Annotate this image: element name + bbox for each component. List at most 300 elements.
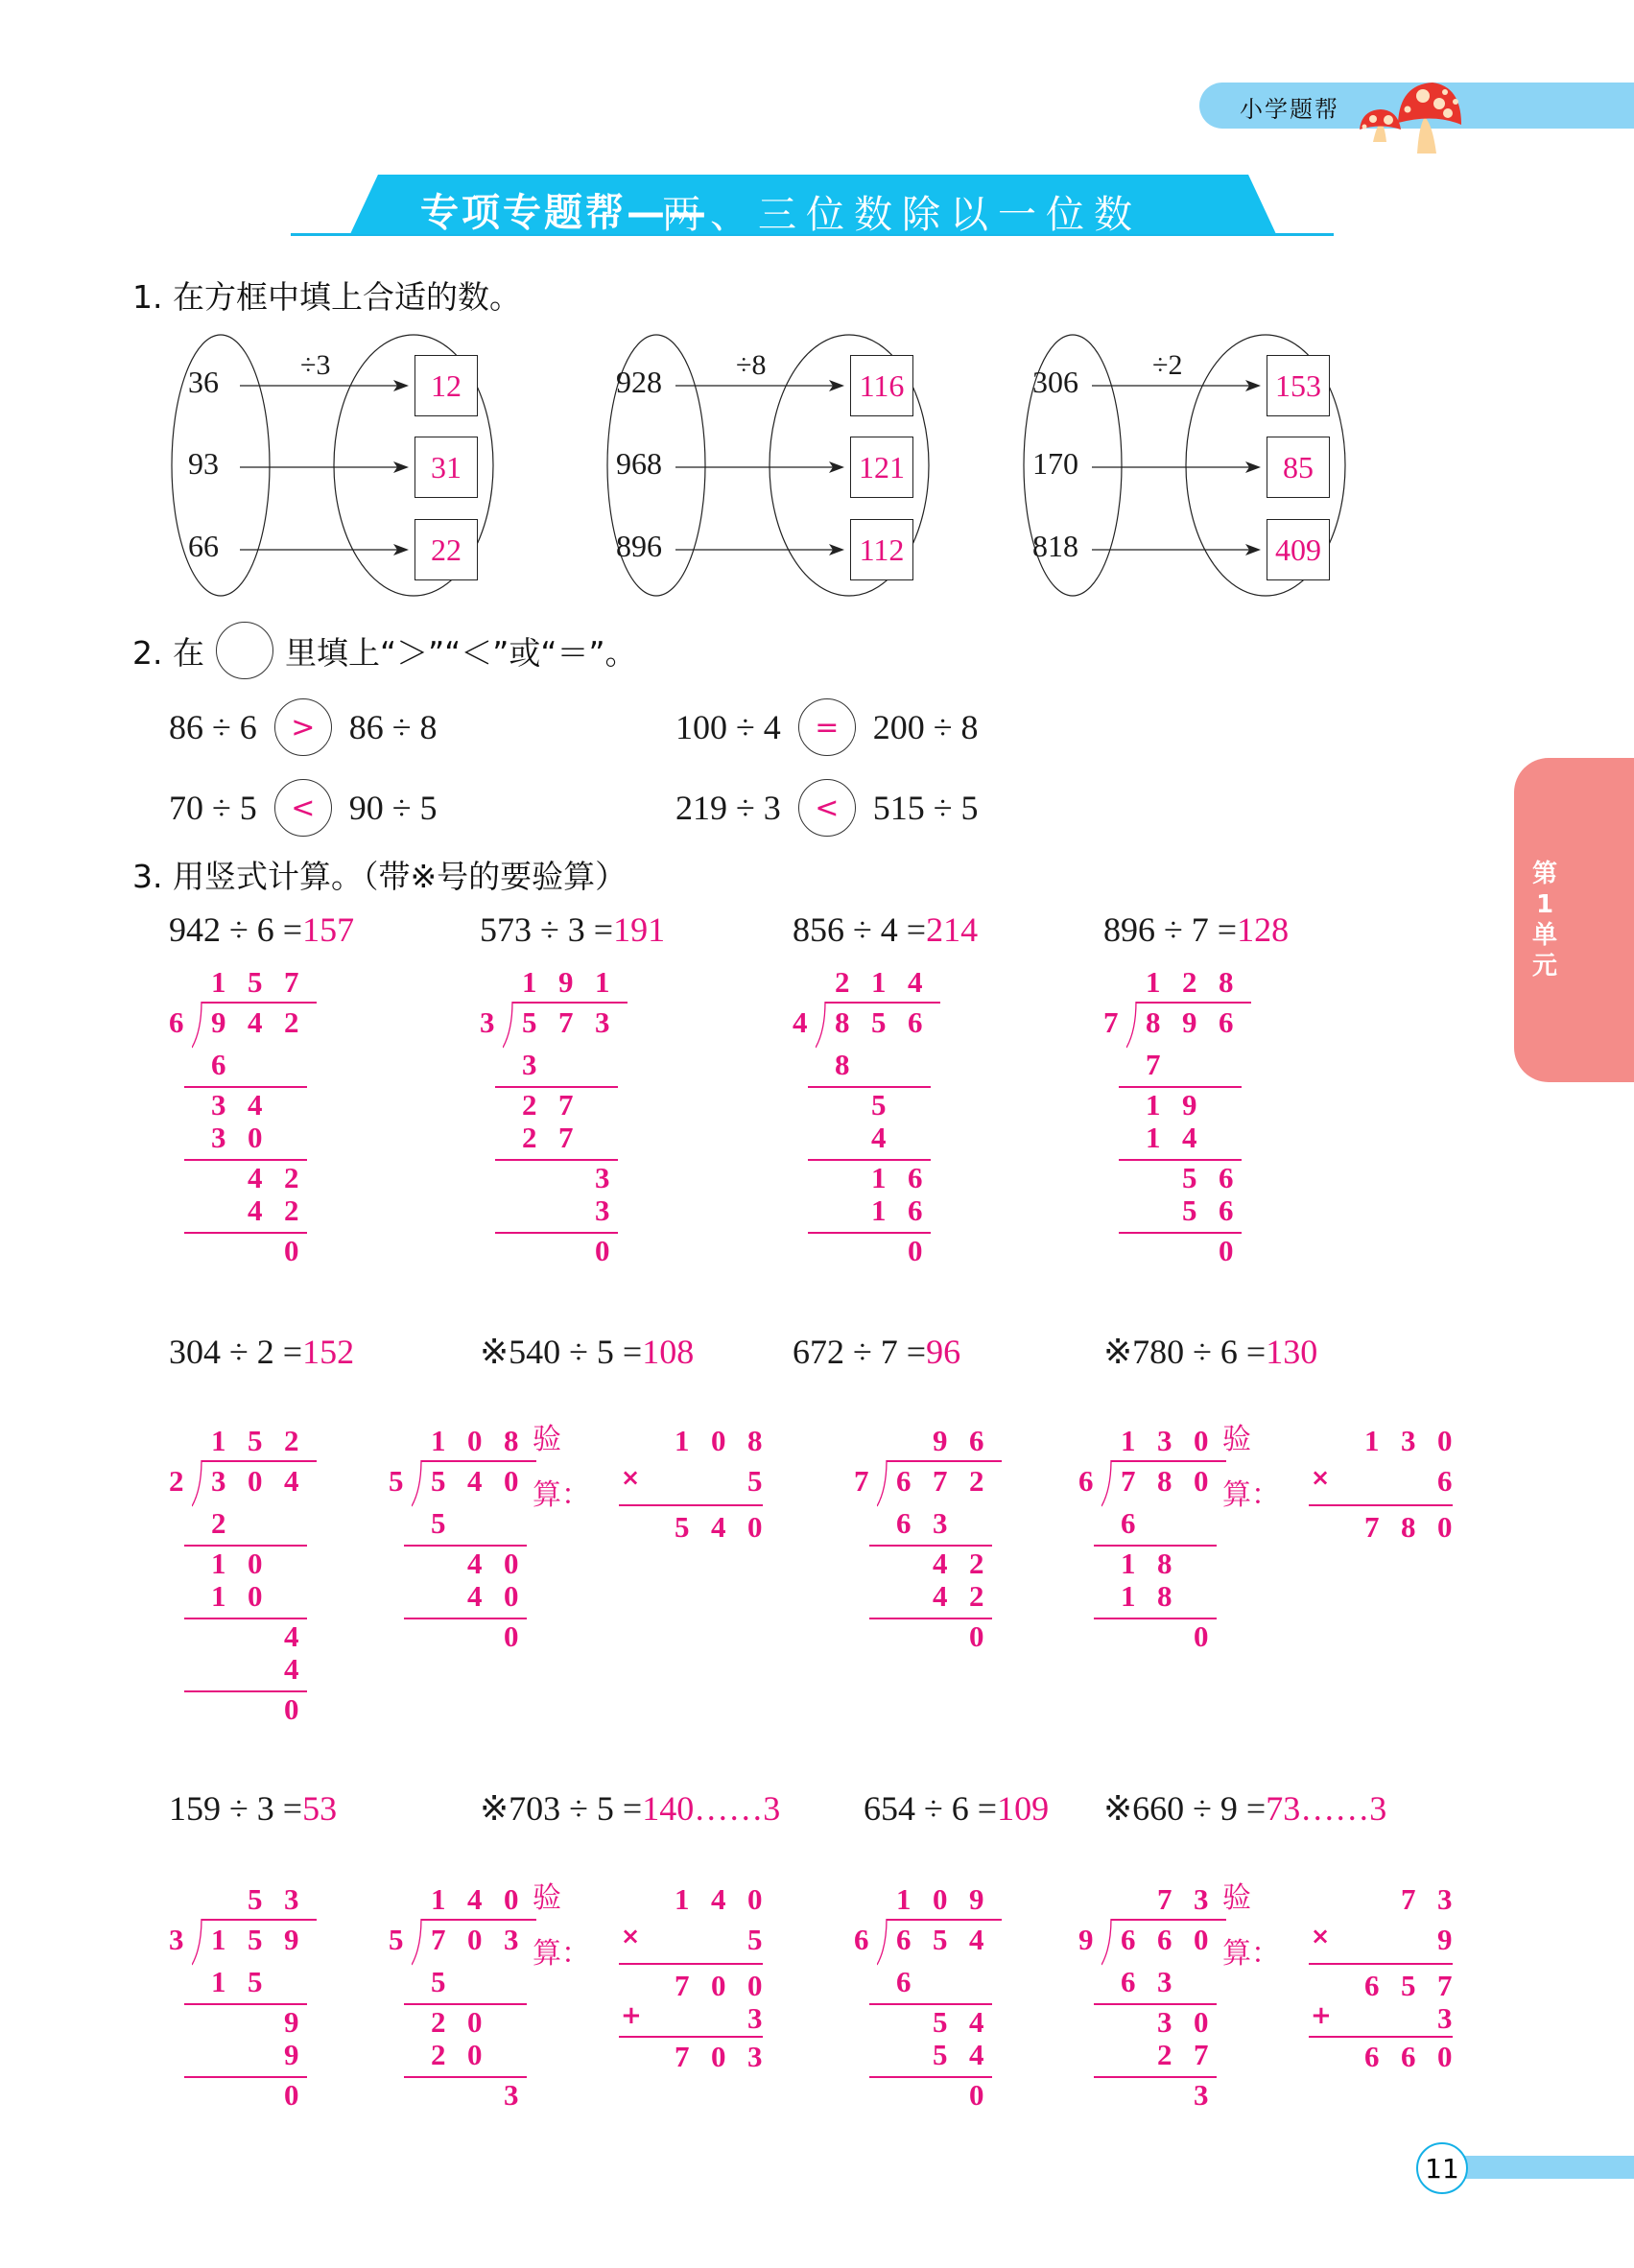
step-digit: 6: [908, 1193, 923, 1227]
step-digit: 6: [1121, 1965, 1136, 1998]
verify-line: [619, 2036, 763, 2038]
divisor: 9: [1078, 1923, 1094, 1956]
section3-heading: 3. 用竖式计算。（带※号的要验算）: [132, 858, 628, 895]
dividend-digit: 6: [1219, 1005, 1234, 1039]
answer-box[interactable]: 409: [1267, 519, 1330, 580]
input-number: 968: [616, 446, 662, 481]
verify-digit: 3: [747, 2001, 763, 2035]
equation: [480, 910, 665, 950]
section2-heading-post: 里填上“＞”“＜”或“＝”。: [284, 633, 637, 672]
equation-expression: 896 ÷ 7 =: [1103, 910, 1238, 949]
verify-line: [619, 1504, 763, 1506]
division-bar: [1111, 1919, 1226, 1921]
division-bracket-icon: [192, 1002, 211, 1050]
equation: [169, 1332, 354, 1372]
equation: [169, 1788, 337, 1829]
division-bar: [887, 1460, 1002, 1462]
step-digit: 1: [871, 1193, 887, 1227]
equation-answer[interactable]: 191: [613, 910, 666, 949]
dividend-digit: 9: [1182, 1005, 1197, 1039]
remainder-digit: 0: [284, 1692, 299, 1726]
step-digit: 8: [835, 1048, 850, 1081]
step-digit: 3: [1157, 1965, 1172, 1998]
answer-box[interactable]: 31: [414, 437, 478, 498]
step-digit: 5: [871, 1088, 887, 1122]
equation-answer[interactable]: 157: [302, 910, 355, 949]
dividend-digit: 5: [248, 1923, 263, 1956]
dividend-digit: 0: [1194, 1464, 1209, 1498]
dividend-digit: 0: [504, 1464, 519, 1498]
step-digit: 3: [211, 1121, 226, 1154]
divisor: 5: [389, 1923, 404, 1956]
remainder-digit: 0: [1219, 1234, 1234, 1267]
step-digit: 0: [248, 1547, 263, 1580]
verify-digit: 3: [1437, 2001, 1453, 2035]
unit-tab-char: 单: [1531, 921, 1557, 950]
comparison-right: 200 ÷ 8: [872, 708, 979, 746]
title-main: 专项专题帮——: [420, 191, 709, 235]
comparison-left: 70 ÷ 5: [169, 789, 257, 827]
step-digit: 0: [248, 1121, 263, 1154]
division-bracket-icon: [1126, 1002, 1146, 1050]
step-digit: 6: [896, 1506, 912, 1540]
dividend-digit: 2: [969, 1464, 984, 1498]
verify-digit: 3: [1401, 1424, 1416, 1457]
step-digit: 4: [248, 1193, 263, 1227]
step-digit: 4: [969, 2038, 984, 2071]
quotient-digit: 1: [211, 1424, 226, 1457]
step-digit: 6: [896, 1965, 912, 1998]
section2-heading-pre: 2. 在: [132, 633, 204, 672]
verify-digit: 0: [711, 1424, 726, 1457]
comparison-answer-circle[interactable]: <: [274, 779, 332, 837]
operator-label: ÷8: [736, 349, 767, 381]
step-digit: 2: [431, 2038, 446, 2071]
equation-answer[interactable]: 53: [302, 1789, 338, 1828]
divisor: 6: [1078, 1464, 1094, 1498]
quotient-digit: 9: [933, 1424, 948, 1457]
remainder-digit: 0: [284, 2078, 299, 2112]
step-digit: 2: [431, 2005, 446, 2039]
step-digit: 6: [908, 1161, 923, 1194]
step-digit: 7: [558, 1088, 574, 1122]
comparison-row: [675, 779, 979, 837]
verify-digit: 0: [1437, 2040, 1453, 2073]
division-bracket-icon: [877, 1460, 896, 1508]
verify-digit: 6: [1364, 1969, 1380, 2002]
step-digit: 6: [1219, 1193, 1234, 1227]
step-digit: 3: [595, 1161, 610, 1194]
step-digit: 1: [211, 1579, 226, 1613]
verify-line: [1309, 1504, 1453, 1506]
dividend-digit: 7: [933, 1464, 948, 1498]
quotient-digit: 1: [431, 1882, 446, 1916]
dividend-digit: 6: [908, 1005, 923, 1039]
quotient-digit: 5: [248, 1882, 263, 1916]
quotient-digit: 6: [969, 1424, 984, 1457]
unit-tab-label: [1526, 859, 1564, 981]
input-number: 93: [188, 446, 219, 481]
input-number: 36: [188, 365, 219, 399]
comparison-row: [169, 779, 438, 837]
brand-label: 小学题帮: [1240, 96, 1339, 123]
step-digit: 9: [1182, 1088, 1197, 1122]
step-digit: 9: [284, 2038, 299, 2071]
step-digit: 1: [1146, 1121, 1161, 1154]
input-number: 896: [616, 529, 662, 563]
step-digit: 5: [1182, 1193, 1197, 1227]
quotient-digit: 0: [504, 1882, 519, 1916]
division-bar: [421, 1460, 536, 1462]
subtraction-line: [404, 2003, 527, 2005]
division-bar: [512, 1002, 628, 1004]
comparison-left: 100 ÷ 4: [675, 708, 781, 746]
answer-box[interactable]: 22: [414, 519, 478, 580]
quotient-digit: 1: [595, 965, 610, 999]
operator-label: ÷2: [1152, 349, 1183, 381]
dividend-digit: 6: [896, 1923, 912, 1956]
divisor: 3: [480, 1005, 495, 1039]
equation-expression: ※780 ÷ 6 =: [1103, 1333, 1267, 1371]
plus-sign: +: [1311, 2001, 1332, 2030]
division-bar: [201, 1919, 317, 1921]
quotient-digit: 1: [871, 965, 887, 999]
remainder-digit: 0: [908, 1234, 923, 1267]
equation-answer[interactable]: 109: [997, 1789, 1050, 1828]
equation-answer[interactable]: 214: [926, 910, 979, 949]
step-digit: 1: [871, 1161, 887, 1194]
quotient-digit: 9: [969, 1882, 984, 1916]
quotient-digit: 8: [504, 1424, 519, 1457]
divisor: 5: [389, 1464, 404, 1498]
verify-digit: 7: [1437, 1969, 1453, 2002]
division-bracket-icon: [412, 1919, 431, 1967]
verify-digit: 0: [747, 1510, 763, 1544]
equation-expression: 856 ÷ 4 =: [793, 910, 927, 949]
division-bracket-icon: [412, 1460, 431, 1508]
divisor: 4: [793, 1005, 808, 1039]
equation-answer[interactable]: 130: [1266, 1333, 1318, 1371]
division-bar: [1136, 1002, 1251, 1004]
equation: [864, 1788, 1049, 1829]
dividend-digit: 9: [284, 1923, 299, 1956]
step-digit: 6: [211, 1048, 226, 1081]
section2-heading: [132, 622, 637, 679]
verify-digit: 0: [711, 1969, 726, 2002]
input-number: 66: [188, 529, 219, 563]
dividend-digit: 5: [522, 1005, 537, 1039]
step-digit: 7: [1146, 1048, 1161, 1081]
step-digit: 1: [1146, 1088, 1161, 1122]
remainder-digit: 3: [504, 2078, 519, 2112]
verify-label-2: 算：: [1222, 1937, 1280, 1971]
step-digit: 3: [211, 1088, 226, 1122]
equation-answer[interactable]: 128: [1237, 910, 1290, 949]
equation-expression: 654 ÷ 6 =: [864, 1789, 998, 1828]
step-digit: 3: [522, 1048, 537, 1081]
step-digit: 0: [504, 1579, 519, 1613]
step-digit: 0: [1194, 2005, 1209, 2039]
division-bar: [887, 1919, 1002, 1921]
input-number: 928: [616, 365, 662, 399]
dividend-digit: 0: [467, 1923, 483, 1956]
answer-box[interactable]: 116: [850, 355, 913, 416]
quotient-digit: 7: [284, 965, 299, 999]
dividend-digit: 9: [211, 1005, 226, 1039]
unit-tab-char: 第: [1531, 860, 1557, 888]
step-digit: 4: [969, 2005, 984, 2039]
plus-sign: +: [621, 2001, 642, 2030]
step-digit: 5: [431, 1506, 446, 1540]
dividend-digit: 8: [1146, 1005, 1161, 1039]
step-digit: 3: [933, 1506, 948, 1540]
equation-expression: ※703 ÷ 5 =: [480, 1789, 643, 1828]
subtraction-line: [808, 1086, 931, 1088]
dividend-digit: 8: [1157, 1464, 1172, 1498]
verify-digit: 0: [1437, 1510, 1453, 1544]
title-subtitle: 两、三位数除以一位数: [662, 193, 1142, 237]
verify-digit: 7: [1401, 1882, 1416, 1916]
times-sign: ×: [1311, 1464, 1331, 1491]
dividend-digit: 6: [1121, 1923, 1136, 1956]
step-digit: 7: [1194, 2038, 1209, 2071]
equation: [480, 1332, 694, 1372]
comparison-left: 219 ÷ 3: [675, 789, 781, 827]
equation-expression: ※660 ÷ 9 =: [1103, 1789, 1267, 1828]
comparison-right: 90 ÷ 5: [348, 789, 438, 827]
equation: [1103, 910, 1289, 950]
answer-box[interactable]: 121: [850, 437, 913, 498]
verify-line: [1309, 1963, 1453, 1965]
answer-box[interactable]: 112: [850, 519, 913, 580]
quotient-digit: 2: [835, 965, 850, 999]
divisor: 3: [169, 1923, 184, 1956]
verify-digit: 6: [1364, 2040, 1380, 2073]
dividend-digit: 6: [896, 1464, 912, 1498]
answer-box[interactable]: 153: [1267, 355, 1330, 416]
step-digit: 4: [284, 1652, 299, 1686]
division-bracket-icon: [192, 1460, 211, 1508]
step-digit: 4: [933, 1579, 948, 1613]
equation-answer[interactable]: 152: [302, 1333, 355, 1371]
step-digit: 3: [1157, 2005, 1172, 2039]
step-digit: 1: [211, 1547, 226, 1580]
verify-label-1: 验: [1222, 1881, 1251, 1915]
verify-digit: 5: [1401, 1969, 1416, 2002]
blank-circle-icon: [216, 622, 273, 679]
step-digit: 5: [1182, 1161, 1197, 1194]
operator-label: ÷3: [300, 349, 331, 381]
division-bracket-icon: [1101, 1460, 1121, 1508]
dividend-digit: 4: [248, 1005, 263, 1039]
verify-label-2: 算：: [533, 1478, 590, 1512]
dividend-digit: 4: [969, 1923, 984, 1956]
equation-expression: 672 ÷ 7 =: [793, 1333, 927, 1371]
remainder-digit: 0: [284, 1234, 299, 1267]
quotient-digit: 0: [1194, 1424, 1209, 1457]
quotient-digit: 3: [1157, 1424, 1172, 1457]
division-bracket-icon: [1101, 1919, 1121, 1967]
times-sign: ×: [621, 1464, 641, 1491]
quotient-digit: 1: [1121, 1424, 1136, 1457]
verify-digit: 6: [1401, 2040, 1416, 2073]
comparison-row: [675, 698, 979, 756]
quotient-digit: 2: [284, 1424, 299, 1457]
quotient-digit: 1: [431, 1424, 446, 1457]
subtraction-line: [184, 1086, 307, 1088]
subtraction-line: [1119, 1086, 1242, 1088]
comparison-answer-circle[interactable]: >: [274, 698, 332, 756]
step-digit: 4: [467, 1547, 483, 1580]
comparison-answer-circle[interactable]: <: [798, 779, 856, 837]
quotient-digit: 3: [284, 1882, 299, 1916]
division-bar: [201, 1460, 317, 1462]
dividend-digit: 7: [431, 1923, 446, 1956]
dividend-digit: 5: [431, 1464, 446, 1498]
verify-label-1: 验: [1222, 1423, 1251, 1456]
verify-digit: 7: [675, 2040, 690, 2073]
times-sign: ×: [621, 1923, 641, 1949]
subtraction-line: [1094, 1545, 1217, 1547]
page-bar: [1439, 2156, 1634, 2179]
equation-answer[interactable]: 140……3: [642, 1789, 781, 1828]
division-bar: [1111, 1460, 1226, 1462]
equation-expression: ※540 ÷ 5 =: [480, 1333, 643, 1371]
step-digit: 9: [284, 2005, 299, 2039]
step-digit: 4: [871, 1121, 887, 1154]
verify-label-1: 验: [533, 1423, 561, 1456]
dividend-digit: 2: [284, 1005, 299, 1039]
comparison-left: 86 ÷ 6: [169, 708, 257, 746]
division-bracket-icon: [192, 1919, 211, 1967]
verify-digit: 5: [747, 1923, 763, 1956]
quotient-digit: 1: [522, 965, 537, 999]
subtraction-line: [495, 1086, 618, 1088]
subtraction-line: [184, 1545, 307, 1547]
verify-line: [619, 1963, 763, 1965]
unit-tab-char: 元: [1531, 952, 1557, 980]
dividend-digit: 7: [558, 1005, 574, 1039]
step-digit: 4: [248, 1161, 263, 1194]
equation-expression: 942 ÷ 6 =: [169, 910, 303, 949]
mushroom-icon: [1348, 58, 1463, 154]
input-number: 818: [1032, 529, 1078, 563]
divisor: 6: [854, 1923, 869, 1956]
remainder-digit: 0: [595, 1234, 610, 1267]
divisor: 7: [854, 1464, 869, 1498]
quotient-digit: 2: [1182, 965, 1197, 999]
equation-answer[interactable]: 73……3: [1266, 1789, 1387, 1828]
remainder-digit: 0: [969, 2078, 984, 2112]
remainder-digit: 0: [969, 1619, 984, 1653]
equation-answer[interactable]: 96: [926, 1333, 961, 1371]
verify-digit: 1: [675, 1424, 690, 1457]
page-number: 11: [1416, 2142, 1468, 2194]
verify-label-2: 算：: [1222, 1478, 1280, 1512]
mapping-diagram: [171, 334, 670, 622]
division-bracket-icon: [816, 1002, 835, 1050]
comparison-answer-circle[interactable]: =: [798, 698, 856, 756]
remainder-digit: 0: [504, 1619, 519, 1653]
dividend-digit: 0: [1194, 1923, 1209, 1956]
divisor: 2: [169, 1464, 184, 1498]
division-bracket-icon: [877, 1919, 896, 1967]
equation-answer[interactable]: 108: [642, 1333, 695, 1371]
dividend-digit: 4: [284, 1464, 299, 1498]
quotient-digit: 0: [467, 1424, 483, 1457]
verify-digit: 7: [1364, 1510, 1380, 1544]
quotient-digit: 4: [908, 965, 923, 999]
step-digit: 4: [284, 1619, 299, 1653]
section1-heading: 1. 在方框中填上合适的数。: [132, 278, 521, 316]
quotient-digit: 0: [933, 1882, 948, 1916]
step-digit: 1: [211, 1965, 226, 1998]
step-digit: 2: [211, 1506, 226, 1540]
verify-digit: 5: [747, 1464, 763, 1498]
answer-box[interactable]: 12: [414, 355, 478, 416]
dividend-digit: 4: [467, 1464, 483, 1498]
quotient-digit: 4: [467, 1882, 483, 1916]
verify-digit: 9: [1437, 1923, 1453, 1956]
unit-tab-char: 1: [1535, 890, 1554, 919]
input-number: 306: [1032, 365, 1078, 399]
step-digit: 2: [969, 1547, 984, 1580]
input-number: 170: [1032, 446, 1078, 481]
equation-expression: 573 ÷ 3 =: [480, 910, 614, 949]
quotient-digit: 1: [211, 965, 226, 999]
verify-digit: 4: [711, 1882, 726, 1916]
equation: [480, 1788, 780, 1829]
step-digit: 4: [248, 1088, 263, 1122]
quotient-digit: 5: [248, 965, 263, 999]
step-digit: 1: [1121, 1579, 1136, 1613]
verify-digit: 4: [711, 1510, 726, 1544]
answer-box[interactable]: 85: [1267, 437, 1330, 498]
quotient-digit: 3: [1194, 1882, 1209, 1916]
step-digit: 7: [558, 1121, 574, 1154]
step-digit: 2: [284, 1161, 299, 1194]
step-digit: 3: [595, 1193, 610, 1227]
verify-label-1: 验: [533, 1881, 561, 1915]
quotient-digit: 9: [558, 965, 574, 999]
step-digit: 0: [504, 1547, 519, 1580]
verify-digit: 6: [1437, 1464, 1453, 1498]
verify-label-2: 算：: [533, 1937, 590, 1971]
equation: [169, 910, 354, 950]
divisor: 6: [169, 1005, 184, 1039]
quotient-digit: 5: [248, 1424, 263, 1457]
verify-digit: 8: [747, 1424, 763, 1457]
division-bar: [825, 1002, 940, 1004]
step-digit: 2: [969, 1579, 984, 1613]
verify-digit: 0: [711, 2040, 726, 2073]
verify-digit: 5: [675, 1510, 690, 1544]
step-digit: 4: [467, 1579, 483, 1613]
quotient-digit: 7: [1157, 1882, 1172, 1916]
verify-digit: 1: [1364, 1424, 1380, 1457]
step-digit: 0: [467, 2038, 483, 2071]
quotient-digit: 8: [1219, 965, 1234, 999]
dividend-digit: 8: [835, 1005, 850, 1039]
dividend-digit: 6: [1157, 1923, 1172, 1956]
quotient-digit: 1: [896, 1882, 912, 1916]
verify-digit: 8: [1401, 1510, 1416, 1544]
comparison-right: 86 ÷ 8: [348, 708, 438, 746]
equation: [1103, 1788, 1386, 1829]
comparison-row: [169, 698, 438, 756]
step-digit: 6: [1121, 1506, 1136, 1540]
remainder-digit: 3: [1194, 2078, 1209, 2112]
